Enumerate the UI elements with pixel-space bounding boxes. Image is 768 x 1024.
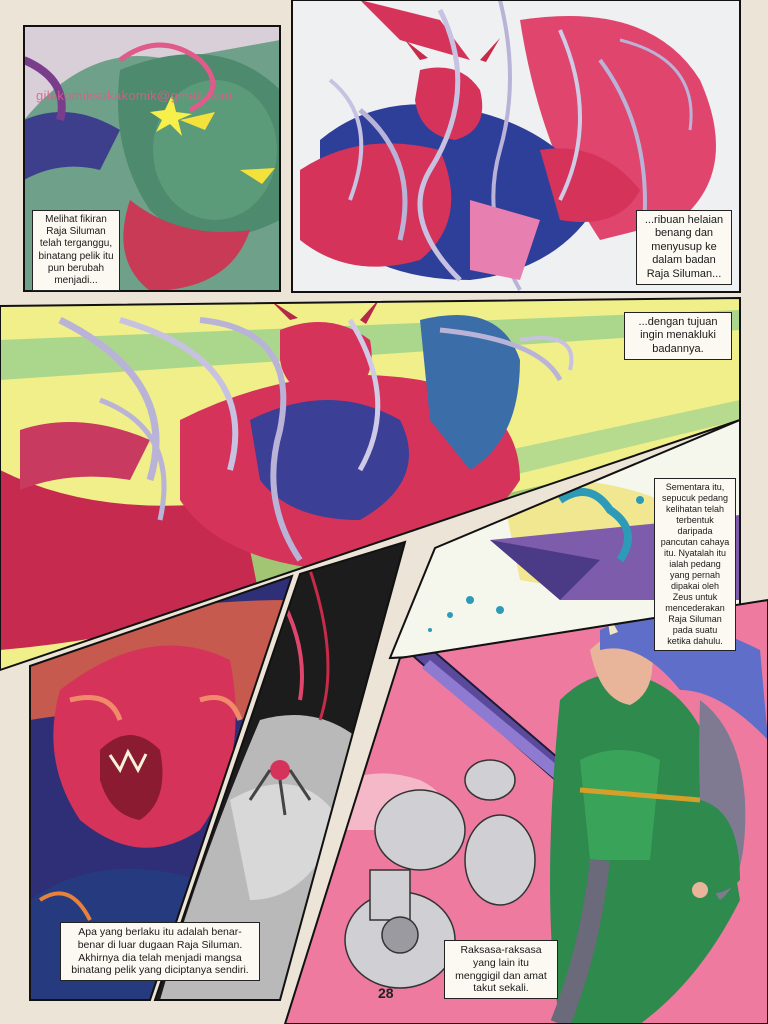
watermark-text: gilakomiksukakomik@gmail.com: [36, 88, 233, 103]
caption-panel-2-text: ...ribuan helaian benang dan menyusup ke dalam badan Raja Siluman...: [644, 214, 724, 280]
caption-panel-4-text: Sementara itu, sepucuk pedang kelihatan telah terbentuk daripada pancutan cahaya itu. Nyatalah itu ialah pedang yang pernah dipakai oleh Zeus untuk mencederakan Raja Siluman pada suatu ketika dahulu.: [660, 482, 730, 646]
caption-panel-5-text: Apa yang berlaku itu adalah benar-benar di luar dugaan Raja Siluman. Akhirnya dia telah menjadi mangsa binatang pelik yang diciptanya sendiri.: [71, 926, 249, 977]
caption-panel-3: [624, 312, 732, 360]
caption-panel-3-text: ...dengan tujuan ingin menakluki badannya.: [638, 316, 718, 355]
caption-panel-2: [636, 210, 732, 285]
caption-panel-6: [444, 940, 558, 999]
caption-panel-1: [32, 210, 120, 291]
caption-panel-6-text: Raksasa-raksasa yang lain itu menggigil dan amat takut sekali.: [455, 944, 547, 995]
caption-panel-5: [60, 922, 260, 981]
page-number: 28: [378, 985, 394, 1001]
caption-panel-4: [654, 478, 736, 651]
caption-panel-1-text: Melihat fikiran Raja Siluman telah terganggu, binatang pelik itu pun berubah menjadi...: [38, 214, 114, 286]
